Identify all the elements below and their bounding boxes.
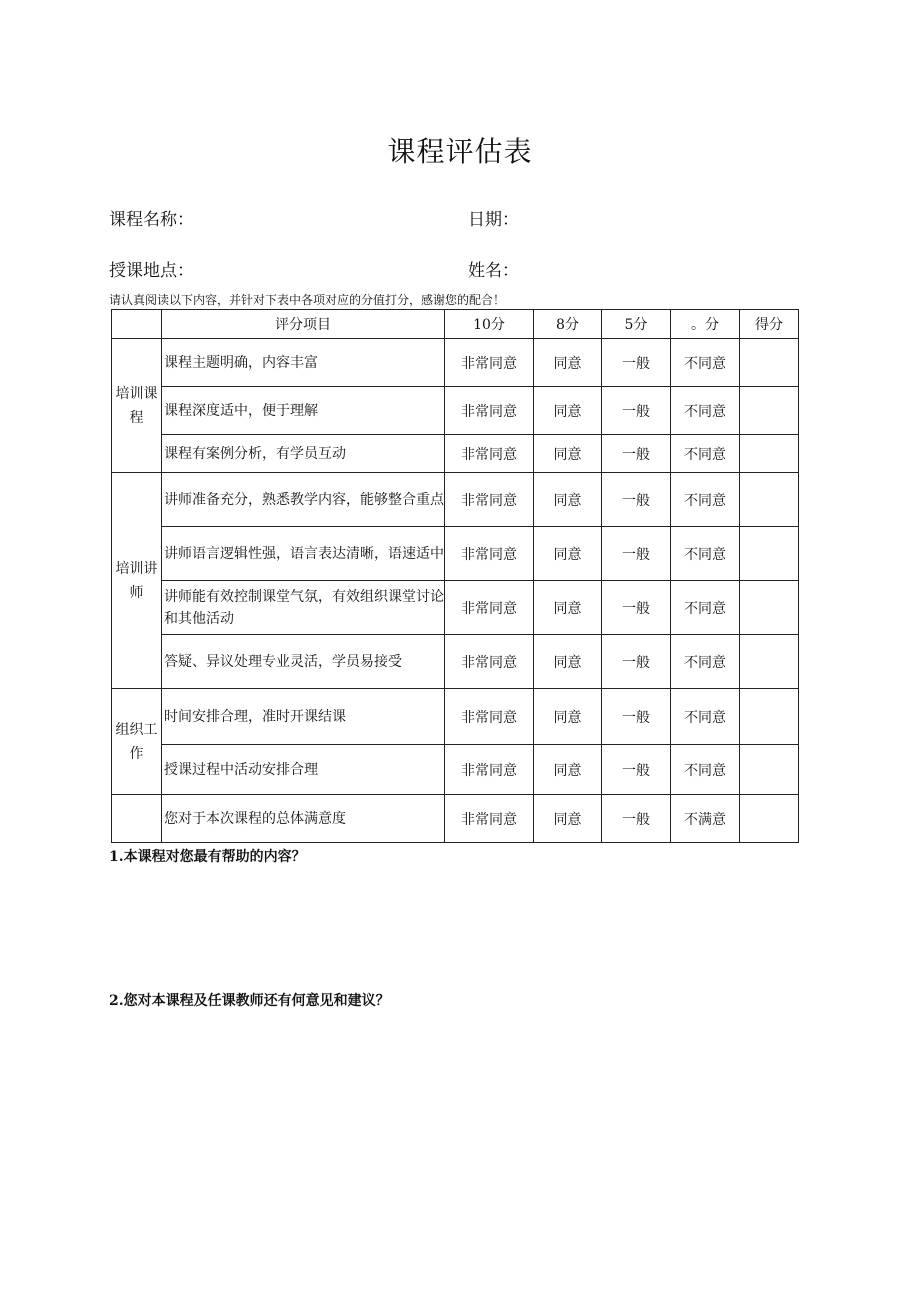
item-cell: 课程主题明确，内容丰富 [162,339,445,387]
option-cell[interactable]: 不同意 [671,689,740,745]
item-cell: 讲师能有效控制课堂气氛，有效组织课堂讨论和其他活动 [162,581,445,635]
item-cell: 您对于本次课程的总体满意度 [162,795,445,843]
score-cell[interactable] [740,745,799,795]
option-cell[interactable]: 非常同意 [445,581,534,635]
option-cell[interactable]: 不同意 [671,527,740,581]
table-row [112,795,799,843]
score-cell[interactable] [740,635,799,689]
item-cell: 授课过程中活动安排合理 [162,745,445,795]
option-cell[interactable]: 非常同意 [445,795,534,843]
item-cell: 时间安排合理，准时开课结课 [162,689,445,745]
score-cell[interactable] [740,689,799,745]
table-row [112,745,799,795]
option-cell[interactable]: 一般 [602,473,671,527]
header-cell: 。分 [671,310,740,339]
score-cell[interactable] [740,339,799,387]
option-cell[interactable]: 一般 [602,527,671,581]
option-cell[interactable]: 一般 [602,635,671,689]
table-row [112,689,799,745]
option-cell[interactable]: 非常同意 [445,435,534,473]
score-cell[interactable] [740,527,799,581]
option-cell[interactable]: 一般 [602,745,671,795]
option-cell[interactable]: 不同意 [671,435,740,473]
option-cell[interactable]: 同意 [534,689,602,745]
option-cell[interactable]: 同意 [534,339,602,387]
option-cell[interactable]: 非常同意 [445,635,534,689]
instruction-text: 请认真阅读以下内容，并针对下表中各项对应的分值打分，感谢您的配合！ [109,293,506,307]
table-row [112,339,799,387]
score-cell[interactable] [740,435,799,473]
category-cell: 培训讲师 [112,473,162,689]
question-2: 2.您对本课程及任课教师还有何意见和建议？ [109,993,390,1009]
option-cell[interactable]: 同意 [534,527,602,581]
option-cell[interactable]: 非常同意 [445,689,534,745]
option-cell[interactable]: 不同意 [671,473,740,527]
option-cell[interactable]: 同意 [534,795,602,843]
header-cell: 8分 [534,310,602,339]
option-cell[interactable]: 同意 [534,387,602,435]
header-cell: 评分项目 [162,310,445,339]
course-name-label: 课程名称： [109,210,194,230]
table-row [112,581,799,635]
header-cell: 10分 [445,310,534,339]
score-cell[interactable] [740,473,799,527]
item-cell: 课程深度适中，便于理解 [162,387,445,435]
score-cell[interactable] [740,387,799,435]
option-cell[interactable]: 不满意 [671,795,740,843]
option-cell[interactable]: 非常同意 [445,387,534,435]
option-cell[interactable]: 同意 [534,581,602,635]
table-header-row [112,310,799,339]
category-cell: 培训课程 [112,339,162,473]
score-cell[interactable] [740,795,799,843]
category-cell-empty [112,795,162,843]
table-row [112,527,799,581]
option-cell[interactable]: 不同意 [671,339,740,387]
item-cell: 答疑、异议处理专业灵活，学员易接受 [162,635,445,689]
option-cell[interactable]: 一般 [602,689,671,745]
option-cell[interactable]: 非常同意 [445,473,534,527]
option-cell[interactable]: 一般 [602,339,671,387]
table-row [112,435,799,473]
table-row [112,635,799,689]
option-cell[interactable]: 一般 [602,435,671,473]
score-cell[interactable] [740,581,799,635]
option-cell[interactable]: 不同意 [671,387,740,435]
option-cell[interactable]: 一般 [602,581,671,635]
option-cell[interactable]: 一般 [602,387,671,435]
item-cell: 课程有案例分析，有学员互动 [162,435,445,473]
option-cell[interactable]: 同意 [534,745,602,795]
table-row [112,473,799,527]
option-cell[interactable]: 非常同意 [445,527,534,581]
location-label: 授课地点： [109,261,194,281]
question-1: 1.本课程对您最有帮助的内容？ [109,849,306,865]
page-title: 课程评估表 [387,135,533,168]
evaluation-table [111,309,799,843]
name-label: 姓名： [468,261,519,281]
option-cell[interactable]: 非常同意 [445,745,534,795]
table-row [112,387,799,435]
header-cell: 得分 [740,310,799,339]
item-cell: 讲师语言逻辑性强，语言表达清晰，语速适中 [162,527,445,581]
date-label: 日期： [468,210,519,230]
option-cell[interactable]: 非常同意 [445,339,534,387]
option-cell[interactable]: 不同意 [671,745,740,795]
header-cell [112,310,162,339]
option-cell[interactable]: 不同意 [671,635,740,689]
item-cell: 讲师准备充分，熟悉教学内容，能够整合重点 [162,473,445,527]
option-cell[interactable]: 一般 [602,795,671,843]
option-cell[interactable]: 同意 [534,435,602,473]
header-cell: 5分 [602,310,671,339]
option-cell[interactable]: 不同意 [671,581,740,635]
category-cell: 组织工作 [112,689,162,795]
option-cell[interactable]: 同意 [534,473,602,527]
option-cell[interactable]: 同意 [534,635,602,689]
